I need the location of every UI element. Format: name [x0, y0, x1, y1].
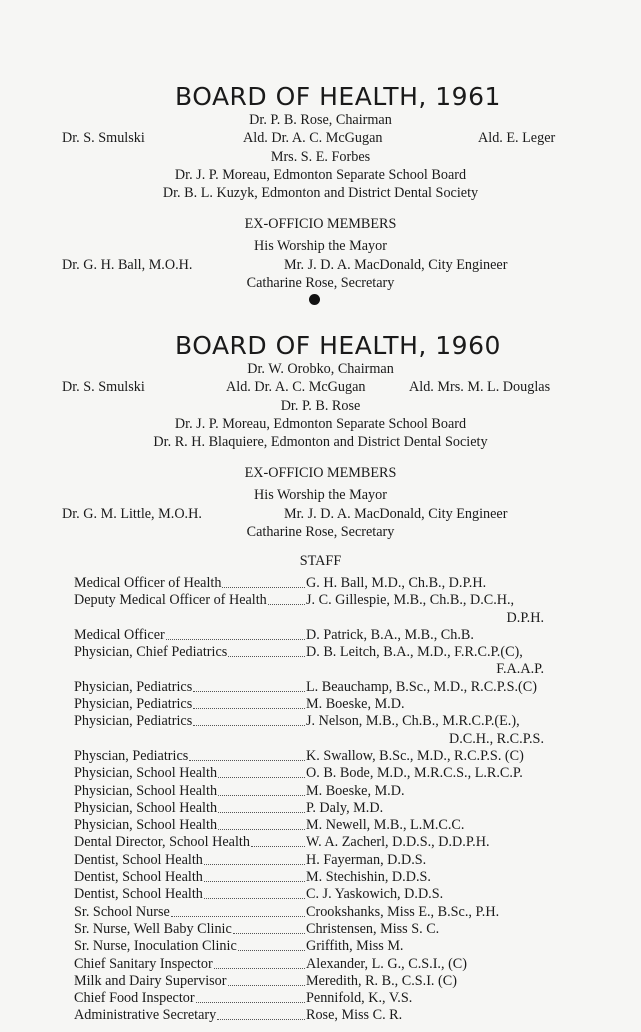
- staff-row: [74, 748, 544, 765]
- staff-name: [306, 696, 544, 713]
- dot-leader: [166, 627, 305, 640]
- board-1961-title: BOARD OF HEALTH, 1961: [175, 82, 501, 111]
- staff-role: Physician, School Health: [74, 799, 218, 816]
- staff-role: Sr. Nurse, Inoculation Clinic: [74, 938, 237, 955]
- staff-role: Administrative Secretary: [74, 1007, 217, 1024]
- staff-row: [74, 627, 544, 644]
- staff-name: [306, 679, 544, 696]
- staff-row: [74, 904, 544, 921]
- dot-leader: [233, 921, 305, 934]
- staff-name: [306, 938, 544, 955]
- dot-leader: [218, 765, 305, 778]
- staff-role: Physician, School Health: [74, 765, 218, 782]
- staff-row: [74, 800, 544, 817]
- staff-role: Sr. Nurse, Well Baby Clinic: [74, 920, 232, 937]
- staff-row: [74, 1007, 544, 1024]
- staff-name-line1: Rose, Miss C. R.: [306, 1007, 403, 1024]
- board-1960-exofficio-secretary: Catharine Rose, Secretary: [246, 524, 395, 540]
- staff-name: [306, 956, 544, 973]
- dot-leader: [218, 783, 305, 796]
- staff-name: [306, 1007, 544, 1024]
- dot-leader: [238, 938, 305, 951]
- dot-leader: [222, 575, 305, 588]
- dot-leader: [214, 956, 305, 969]
- separator-bullet: [309, 294, 320, 305]
- dot-leader: [217, 1007, 305, 1020]
- board-1961-member-mid: Ald. Dr. A. C. McGugan: [243, 130, 383, 146]
- board-1961-member-right: Ald. E. Leger: [478, 130, 556, 146]
- staff-name-line1: M. Boeske, M.D.: [306, 696, 405, 713]
- staff-row: [74, 575, 544, 592]
- staff-name-line2: D.C.H., R.C.P.S.: [448, 730, 544, 747]
- staff-role: Dentist, School Health: [74, 851, 203, 868]
- board-1960-chairman: Dr. W. Orobko, Chairman: [247, 361, 394, 377]
- staff-name-line1: K. Swallow, B.Sc., M.D., R.C.P.S. (C): [306, 747, 524, 764]
- board-1960-exofficio-moh: Dr. G. M. Little, M.O.H.: [62, 506, 202, 522]
- dot-leader: [193, 696, 305, 709]
- board-1960-member-right: Ald. Mrs. M. L. Douglas: [409, 379, 551, 395]
- board-1960-title: BOARD OF HEALTH, 1960: [175, 331, 501, 360]
- staff-name-line1: O. B. Bode, M.D., M.R.C.S., L.R.C.P.: [306, 765, 523, 782]
- staff-name-line1: M. Newell, M.B., L.M.C.C.: [306, 817, 465, 834]
- dot-leader: [204, 869, 305, 882]
- staff-role: Physician, School Health: [74, 782, 218, 799]
- staff-name-line2: D.P.H.: [506, 609, 544, 626]
- staff-name-line1: W. A. Zacherl, D.D.S., D.D.P.H.: [306, 834, 490, 851]
- board-1960-exofficio-engineer: Mr. J. D. A. MacDonald, City Engineer: [284, 506, 508, 522]
- board-1960-member-left: Dr. S. Smulski: [62, 379, 145, 395]
- staff-name-line1: Alexander, L. G., C.S.I., (C): [306, 955, 467, 972]
- board-1961-member-2: Mrs. S. E. Forbes: [270, 149, 371, 165]
- staff-row: [74, 817, 544, 834]
- staff-name: [306, 765, 544, 782]
- staff-name: [306, 783, 544, 800]
- staff-name: [306, 834, 544, 851]
- staff-role: Physician, Chief Pediatrics: [74, 644, 228, 661]
- staff-name-line1: Meredith, R. B., C.S.I. (C): [306, 972, 457, 989]
- dot-leader: [251, 834, 305, 847]
- dot-leader: [228, 644, 305, 657]
- board-1961-exofficio-title: EX-OFFICIO MEMBERS: [244, 216, 397, 232]
- staff-name-line1: Pennifold, K., V.S.: [306, 990, 413, 1007]
- board-1961-member-4: Dr. B. L. Kuzyk, Edmonton and District Dental Society: [162, 185, 479, 201]
- staff-name: [306, 904, 544, 921]
- board-1961-exofficio-mayor: His Worship the Mayor: [254, 238, 387, 254]
- staff-row: [74, 869, 544, 886]
- board-1961-exofficio-engineer: Mr. J. D. A. MacDonald, City Engineer: [284, 257, 508, 273]
- staff-name-line1: G. H. Ball, M.D., Ch.B., D.P.H.: [306, 575, 487, 591]
- staff-role: Chief Food Inspector: [74, 990, 195, 1007]
- board-1961-member-left: Dr. S. Smulski: [62, 130, 145, 146]
- staff-name-line1: D. Patrick, B.A., M.B., Ch.B.: [306, 626, 474, 643]
- staff-role: Physician, Pediatrics: [74, 696, 193, 713]
- dot-leader: [268, 592, 305, 605]
- staff-name-line1: Christensen, Miss S. C.: [306, 920, 440, 937]
- staff-name: [306, 627, 544, 644]
- board-1960-member-3: Dr. J. P. Moreau, Edmonton Separate School Board: [174, 416, 467, 432]
- staff-name: [306, 575, 544, 592]
- staff-name: [306, 886, 544, 903]
- staff-name-line1: H. Fayerman, D.D.S.: [306, 851, 427, 868]
- staff-row: [74, 644, 544, 679]
- staff-role: Dentist, School Health: [74, 869, 203, 886]
- staff-role: Physician, Pediatrics: [74, 713, 193, 730]
- staff-row: [74, 679, 544, 696]
- staff-name-line1: J. C. Gillespie, M.B., Ch.B., D.C.H.,: [306, 592, 515, 609]
- staff-role: Physcian, Pediatrics: [74, 747, 189, 764]
- staff-name: [306, 921, 544, 938]
- board-1961-member-3: Dr. J. P. Moreau, Edmonton Separate School Board: [174, 167, 467, 183]
- board-1960-member-2: Dr. P. B. Rose: [280, 398, 361, 414]
- dot-leader: [228, 973, 306, 986]
- staff-name-line1: C. J. Yaskowich, D.D.S.: [306, 886, 444, 903]
- staff-name: [306, 644, 544, 679]
- staff-role: Milk and Dairy Supervisor: [74, 972, 227, 989]
- staff-row: [74, 886, 544, 903]
- staff-name: [306, 592, 544, 627]
- staff-row: [74, 696, 544, 713]
- staff-name: [306, 990, 544, 1007]
- staff-row: [74, 592, 544, 627]
- staff-name: [306, 817, 544, 834]
- staff-name: [306, 800, 544, 817]
- board-1961-chairman: Dr. P. B. Rose, Chairman: [249, 112, 392, 128]
- staff-name-line2: F.A.A.P.: [496, 661, 544, 678]
- staff-row: [74, 938, 544, 955]
- dot-leader: [193, 679, 305, 692]
- staff-name-line1: J. Nelson, M.B., Ch.B., M.R.C.P.(E.),: [306, 713, 520, 730]
- staff-name-line1: Griffith, Miss M.: [306, 938, 404, 955]
- dot-leader: [204, 852, 305, 865]
- staff-name-line1: M. Boeske, M.D.: [306, 782, 405, 799]
- staff-row: [74, 765, 544, 782]
- staff-role: Physician, School Health: [74, 817, 218, 834]
- dot-leader: [171, 904, 305, 917]
- dot-leader: [218, 800, 305, 813]
- staff-row: [74, 973, 544, 990]
- staff-name: [306, 852, 544, 869]
- board-1960-exofficio-mayor: His Worship the Mayor: [254, 487, 387, 503]
- staff-title: STAFF: [299, 553, 342, 569]
- staff-role: Physician, Pediatrics: [74, 678, 193, 695]
- staff-name-line1: P. Daly, M.D.: [306, 799, 384, 816]
- board-1960-member-mid: Ald. Dr. A. C. McGugan: [226, 379, 366, 395]
- staff-name: [306, 748, 544, 765]
- staff-role: Deputy Medical Officer of Health: [74, 592, 267, 609]
- staff-name-line1: D. B. Leitch, B.A., M.D., F.R.C.P.(C),: [306, 644, 523, 661]
- staff-row: [74, 990, 544, 1007]
- staff-row: [74, 921, 544, 938]
- dot-leader: [204, 886, 305, 899]
- staff-row: [74, 783, 544, 800]
- board-1960-member-4: Dr. R. H. Blaquiere, Edmonton and District Dental Society: [153, 434, 488, 450]
- staff-name-line1: M. Stechishin, D.D.S.: [306, 869, 431, 886]
- staff-role: Medical Officer: [74, 626, 165, 643]
- staff-row: [74, 956, 544, 973]
- staff-role: Dentist, School Health: [74, 886, 203, 903]
- staff-name: [306, 713, 544, 748]
- dot-leader: [196, 990, 305, 1003]
- dot-leader: [193, 713, 305, 726]
- staff-name-line1: L. Beauchamp, B.Sc., M.D., R.C.P.S.(C): [306, 678, 537, 695]
- staff-role: Dental Director, School Health: [74, 834, 250, 851]
- staff-row: [74, 713, 544, 748]
- board-1961-exofficio-moh: Dr. G. H. Ball, M.O.H.: [62, 257, 193, 273]
- staff-row: [74, 834, 544, 851]
- board-1961-exofficio-secretary: Catharine Rose, Secretary: [246, 275, 395, 291]
- staff-role: Chief Sanitary Inspector: [74, 955, 213, 972]
- staff-role: Sr. School Nurse: [74, 903, 170, 920]
- staff-name-line1: Crookshanks, Miss E., B.Sc., P.H.: [306, 903, 500, 920]
- staff-name: [306, 869, 544, 886]
- staff-name: [306, 973, 544, 990]
- staff-list: [74, 575, 544, 1025]
- staff-role: Medical Officer of Health: [74, 575, 222, 591]
- staff-row: [74, 852, 544, 869]
- board-1960-exofficio-title: EX-OFFICIO MEMBERS: [244, 465, 397, 481]
- dot-leader: [189, 748, 305, 761]
- dot-leader: [218, 817, 305, 830]
